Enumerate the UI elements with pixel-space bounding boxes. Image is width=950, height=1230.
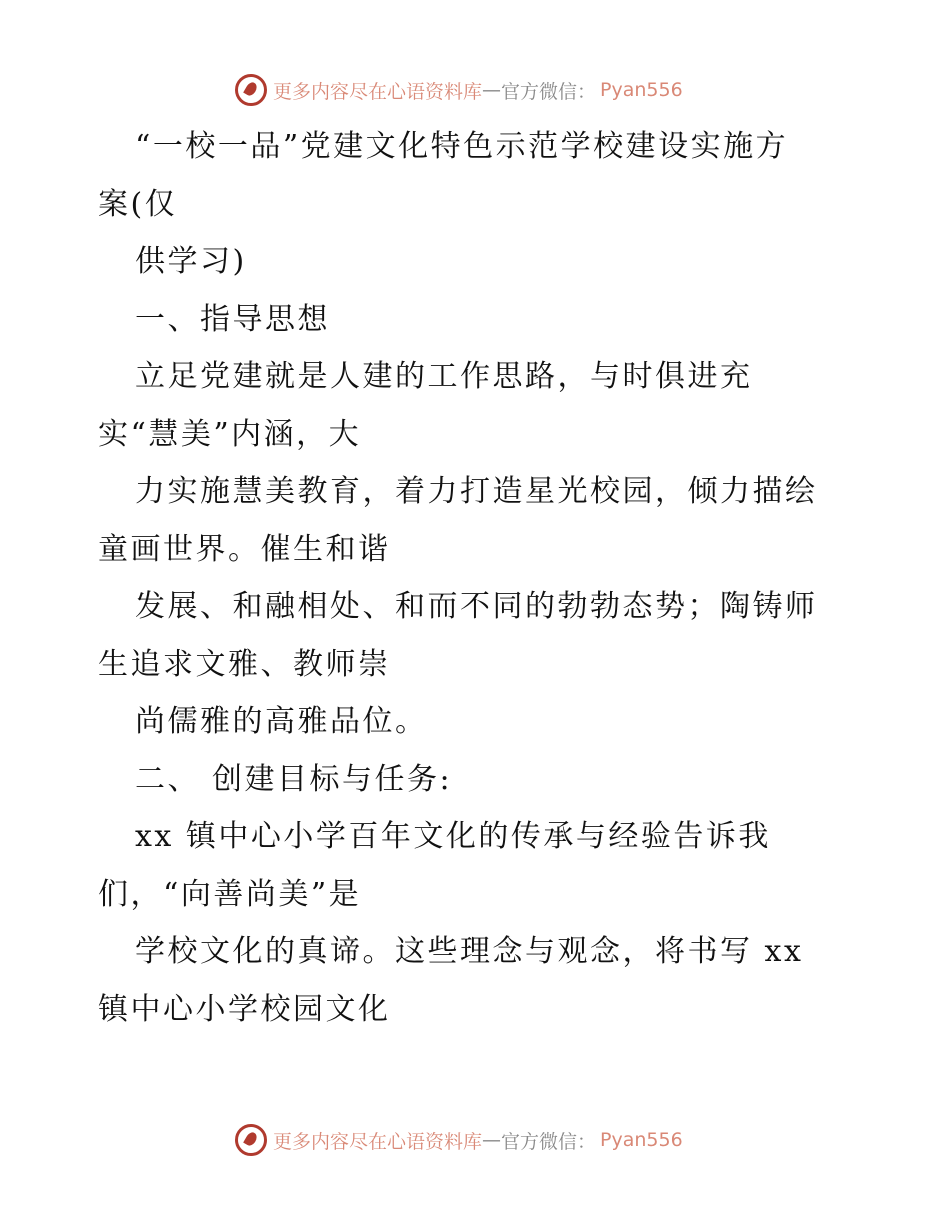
text-line: 二、 创建目标与任务: [135, 761, 453, 797]
watermark-wechat-id: Pyan556 [600, 79, 683, 101]
text-line: xx 镇中心小学百年文化的传承与经验告诉我 [135, 819, 771, 854]
text-line: 发展、和融相处、和而不同的勃勃态势；陶铸师 [135, 589, 818, 624]
text-line: 学校文化的真谛。这些理念与观念，将书写 xx [135, 934, 804, 969]
text-line: 镇中心小学校园文化 [98, 991, 391, 1027]
document-body [98, 124, 878, 1044]
text-line: 力实施慧美教育，着力打造星光校园，倾力描绘 [135, 474, 818, 509]
text-line: 实“慧美”内涵，大 [98, 416, 362, 452]
watermark-wechat-id: Pyan556 [600, 1129, 683, 1151]
text-line: 生追求文雅、教师崇 [98, 646, 391, 682]
text-line: 尚儒雅的高雅品位。 [135, 704, 428, 739]
text-line: 案(仅 [98, 186, 178, 222]
text-line: 们，“向善尚美”是 [98, 876, 362, 912]
text-line: 一、指导思想 [135, 301, 330, 337]
text-line: 童画世界。催生和谐 [98, 531, 391, 567]
text-line: 供学习) [135, 244, 247, 279]
watermark-sep: — [482, 1129, 502, 1151]
text-line: 立足党建就是人建的工作思路，与时俱进充 [135, 359, 753, 394]
text-line: “一校一品”党建文化特色示范学校建设实施方 [135, 129, 789, 164]
footer-watermark [235, 1122, 683, 1158]
pen-logo-icon [235, 1124, 267, 1156]
watermark-wechat-label: 官方微信： [501, 1130, 597, 1153]
watermark-sep: — [482, 79, 502, 101]
watermark-site: 更多内容尽在心语资料库 [273, 1130, 483, 1153]
header-watermark [235, 72, 683, 108]
watermark-site: 更多内容尽在心语资料库 [273, 80, 483, 103]
watermark-wechat-label: 官方微信： [501, 80, 597, 103]
pen-logo-icon [235, 74, 267, 106]
